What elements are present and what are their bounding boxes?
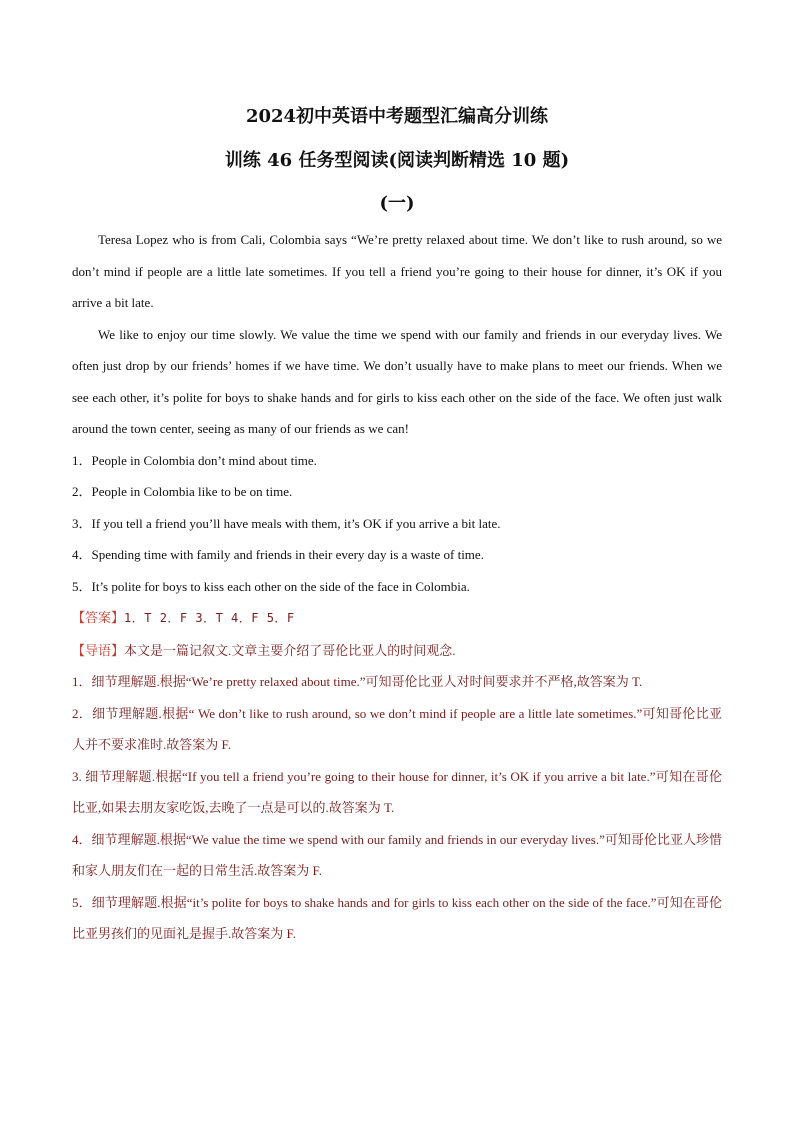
guide-line [72,635,722,667]
passage-paragraph-2: We like to enjoy our time slowly. We value the time we spend with our family and friends in our everyday lives. We often just drop by our friends’ homes if we have time. We don’t usually have to make plans to meet our friends. When we see each other, it’s polite for boys to shake hands and for girls to kiss each other on the side of the face. We often just walk around the town center, seeing as many of our friends as we can! [72,326,722,436]
guide-text: 本文是一篇记叙文.文章主要介绍了哥伦比亚人的时间观念. [124,642,456,658]
question-2: 2．People in Colombia like to be on time. [72,484,293,499]
question-4: 4．Spending time with family and friends in their every day is a waste of time. [72,547,484,562]
explanation-5: 5．细节理解题.根据“it’s polite for boys to shake hands and for girls to kiss each other on the side of the face.”可知在哥伦比亚男孩们的见面礼是握手.故答案为 F. [72,894,722,941]
explanation-1: 1．细节理解题.根据“We’re pretty relaxed about time.”可知哥伦比亚人对时间要求并不严格,故答案为 T. [72,674,643,689]
section-heading: (一) [379,193,415,214]
explanation-4: 4．细节理解题.根据“We value the time we spend with our family and friends in our everyday lives.”可知哥伦比亚人珍惜和家人朋友们在一起的日常生活.故答案为 F. [72,831,722,878]
content-body [72,224,722,950]
explanation-2: 2．细节理解题.根据“ We don’t like to rush around, so we don’t mind if people are a little late sometimes.”可知哥伦比亚人并不要求准时.故答案为 F. [72,705,722,752]
question-3: 3．If you tell a friend you’ll have meals with them, it’s OK if you arrive a bit late. [72,515,501,531]
answer-values: 1．T 2．F 3．T 4．F 5．F [124,611,295,625]
answer-line [72,602,722,635]
answer-label: 【答案】 [72,610,125,625]
guide-label: 【导语】 [72,642,125,658]
question-5: 5．It’s polite for boys to kiss each other on the side of the face in Colombia. [72,578,470,594]
passage-paragraph-1: Teresa Lopez who is from Cali, Colombia says “We’re pretty relaxed about time. We don’t like to rush around, so we don’t mind if people are a little late sometimes. If you tell a friend you’re going to their house for dinner, it’s OK if you arrive a bit late. [72,232,722,310]
question-1: 1．People in Colombia don’t mind about time. [72,452,317,468]
document-subtitle: 训练 46 任务型阅读(阅读判断精选 10 题) [224,150,570,171]
document-title: 2024初中英语中考题型汇编高分训练 [245,106,549,127]
explanation-3: 3. 细节理解题.根据“If you tell a friend you’re going to their house for dinner, it’s OK if you arrive a bit late.”可知在哥伦比亚,如果去朋友家吃饭,去晚了一点是可以的.故答案为 T. [72,768,722,815]
